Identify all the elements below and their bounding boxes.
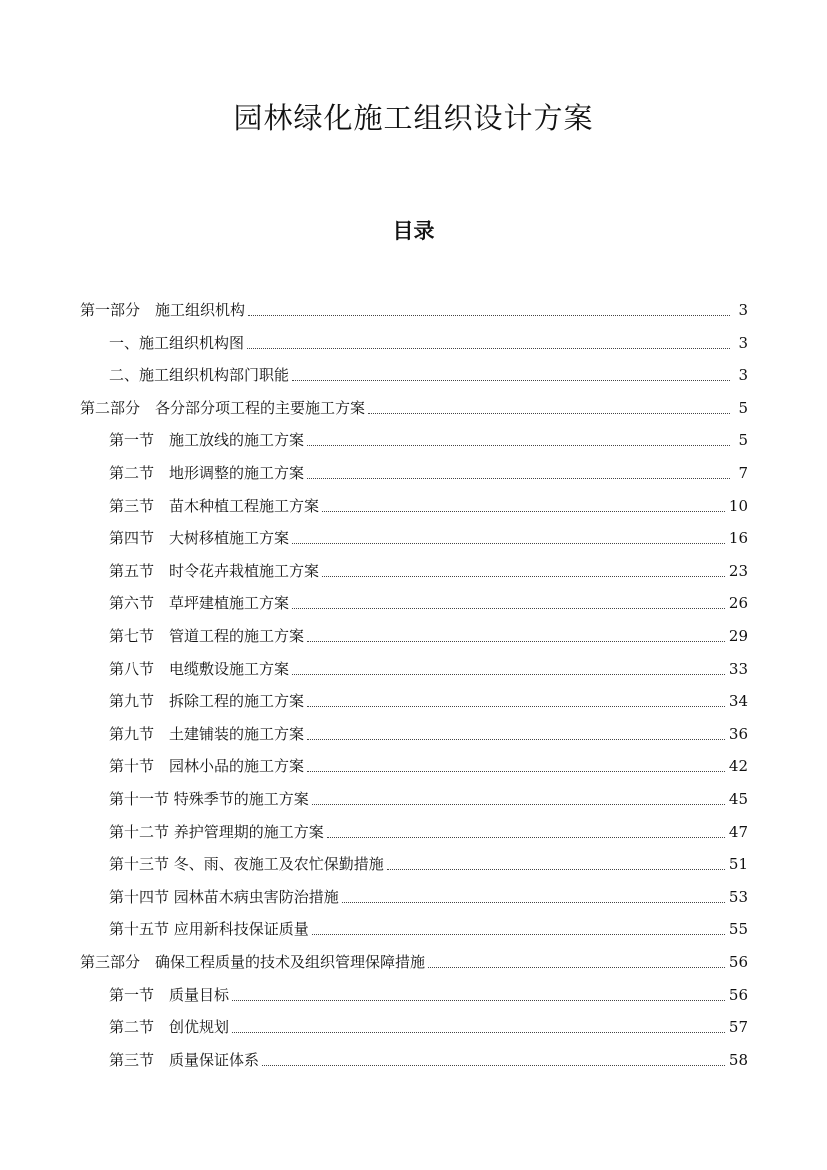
toc-entry-label: 第九节 土建铺装的施工方案 (109, 724, 305, 743)
toc-entry-label: 第九节 拆除工程的施工方案 (109, 692, 305, 711)
toc-dot-leader (248, 314, 730, 316)
toc-entry-page-number: 53 (728, 887, 748, 906)
toc-entry-page-number: 47 (728, 822, 748, 841)
toc-dot-leader (232, 1031, 725, 1033)
toc-entry-section[interactable] (109, 327, 748, 353)
toc-dot-leader (327, 836, 725, 838)
toc-entry-section[interactable] (109, 1011, 748, 1037)
toc-entry-label: 第十二节 养护管理期的施工方案 (109, 822, 324, 841)
toc-entry-section[interactable] (109, 653, 748, 679)
toc-entry-part[interactable] (80, 392, 748, 418)
toc-entry-section[interactable] (109, 620, 748, 646)
toc-entry-section[interactable] (109, 490, 748, 516)
toc-entry-label: 第十节 园林小品的施工方案 (109, 757, 305, 776)
toc-entry-section[interactable] (109, 881, 748, 907)
toc-entry-page-number: 36 (728, 724, 748, 743)
toc-entry-page-number: 26 (728, 594, 748, 613)
toc-dot-leader (428, 966, 725, 968)
toc-entry-section[interactable] (109, 718, 748, 744)
toc-entry-section[interactable] (109, 979, 748, 1005)
toc-entry-page-number: 42 (728, 757, 748, 776)
toc-entry-section[interactable] (109, 359, 748, 385)
toc-entry-label: 第二节 地形调整的施工方案 (109, 464, 305, 482)
toc-heading: 目录 (392, 218, 435, 243)
toc-dot-leader (292, 379, 730, 381)
toc-dot-leader (368, 412, 730, 414)
toc-entry-page-number: 10 (728, 496, 748, 515)
toc-entry-label: 第一部分 施工组织机构 (80, 301, 246, 319)
toc-entry-page-number: 5 (738, 431, 748, 450)
toc-dot-leader (342, 901, 725, 903)
toc-entry-section[interactable] (109, 457, 748, 483)
toc-entry-page-number: 33 (728, 659, 748, 678)
toc-dot-leader (262, 1064, 725, 1066)
toc-entry-label: 一、施工组织机构图 (109, 333, 245, 352)
toc-entry-page-number: 7 (738, 464, 748, 482)
toc-entry-section[interactable] (109, 816, 748, 842)
toc-entry-part[interactable] (80, 294, 748, 320)
toc-entry-label: 第一节 施工放线的施工方案 (109, 431, 305, 450)
toc-entry-page-number: 56 (728, 953, 748, 971)
document-title: 园林绿化施工组织设计方案 (233, 101, 594, 135)
toc-entry-page-number: 58 (728, 1050, 748, 1069)
toc-entry-page-number: 56 (728, 985, 748, 1004)
toc-dot-leader (292, 607, 725, 609)
toc-entry-label: 第十五节 应用新科技保证质量 (109, 920, 309, 939)
toc-entry-page-number: 3 (738, 301, 748, 319)
toc-entry-section[interactable] (109, 913, 748, 939)
toc-entry-page-number: 29 (728, 627, 748, 645)
toc-entry-label: 第四节 大树移植施工方案 (109, 529, 290, 548)
toc-entry-label: 第七节 管道工程的施工方案 (109, 627, 305, 645)
toc-entry-label: 第十四节 园林苗木病虫害防治措施 (109, 887, 339, 906)
toc-dot-leader (307, 738, 725, 740)
toc-entry-page-number: 3 (738, 333, 748, 352)
toc-dot-leader (307, 444, 730, 446)
toc-dot-leader (307, 640, 725, 642)
toc-dot-leader (387, 868, 725, 870)
toc-entry-label: 第二节 创优规划 (109, 1018, 230, 1037)
toc-dot-leader (232, 999, 725, 1001)
toc-entry-section[interactable] (109, 750, 748, 776)
toc-entry-section[interactable] (109, 587, 748, 613)
toc-entry-label: 第三节 苗木种植工程施工方案 (109, 496, 320, 515)
toc-dot-leader (307, 770, 725, 772)
toc-dot-leader (312, 933, 725, 935)
toc-entry-section[interactable] (109, 685, 748, 711)
toc-entry-label: 二、施工组织机构部门职能 (109, 366, 290, 385)
toc-entry-section[interactable] (109, 1044, 748, 1070)
toc-dot-leader (247, 347, 730, 349)
toc-dot-leader (292, 542, 725, 544)
toc-entry-page-number: 55 (728, 920, 748, 939)
toc-entry-page-number: 57 (728, 1018, 748, 1037)
toc-entry-label: 第二部分 各分部分项工程的主要施工方案 (80, 398, 366, 417)
toc-entry-section[interactable] (109, 783, 748, 809)
toc-entry-label: 第八节 电缆敷设施工方案 (109, 659, 290, 678)
toc-entry-page-number: 16 (728, 529, 748, 548)
toc-entry-page-number: 3 (738, 366, 748, 385)
toc-entry-page-number: 45 (728, 790, 748, 808)
toc-entry-label: 第六节 草坪建植施工方案 (109, 594, 290, 613)
toc-entry-label: 第五节 时令花卉栽植施工方案 (109, 561, 320, 580)
toc-entry-section[interactable] (109, 522, 748, 548)
toc-entry-page-number: 5 (738, 398, 748, 417)
toc-entry-label: 第一节 质量目标 (109, 985, 230, 1004)
toc-entry-page-number: 34 (728, 692, 748, 711)
toc-dot-leader (292, 673, 725, 675)
toc-entry-label: 第三节 质量保证体系 (109, 1050, 260, 1069)
toc-entry-section[interactable] (109, 555, 748, 581)
toc-entry-label: 第三部分 确保工程质量的技术及组织管理保障措施 (80, 953, 426, 971)
toc-dot-leader (312, 803, 725, 805)
toc-entry-label: 第十一节 特殊季节的施工方案 (109, 790, 309, 808)
toc-dot-leader (307, 477, 730, 479)
toc-dot-leader (322, 510, 725, 512)
toc-dot-leader (322, 575, 725, 577)
toc-entry-page-number: 23 (728, 561, 748, 580)
toc-entry-section[interactable] (109, 424, 748, 450)
toc-entry-section[interactable] (109, 848, 748, 874)
toc-entry-part[interactable] (80, 946, 748, 972)
toc-dot-leader (307, 705, 725, 707)
toc-entry-page-number: 51 (728, 855, 748, 874)
toc-entry-label: 第十三节 冬、雨、夜施工及农忙保勤措施 (109, 855, 384, 874)
